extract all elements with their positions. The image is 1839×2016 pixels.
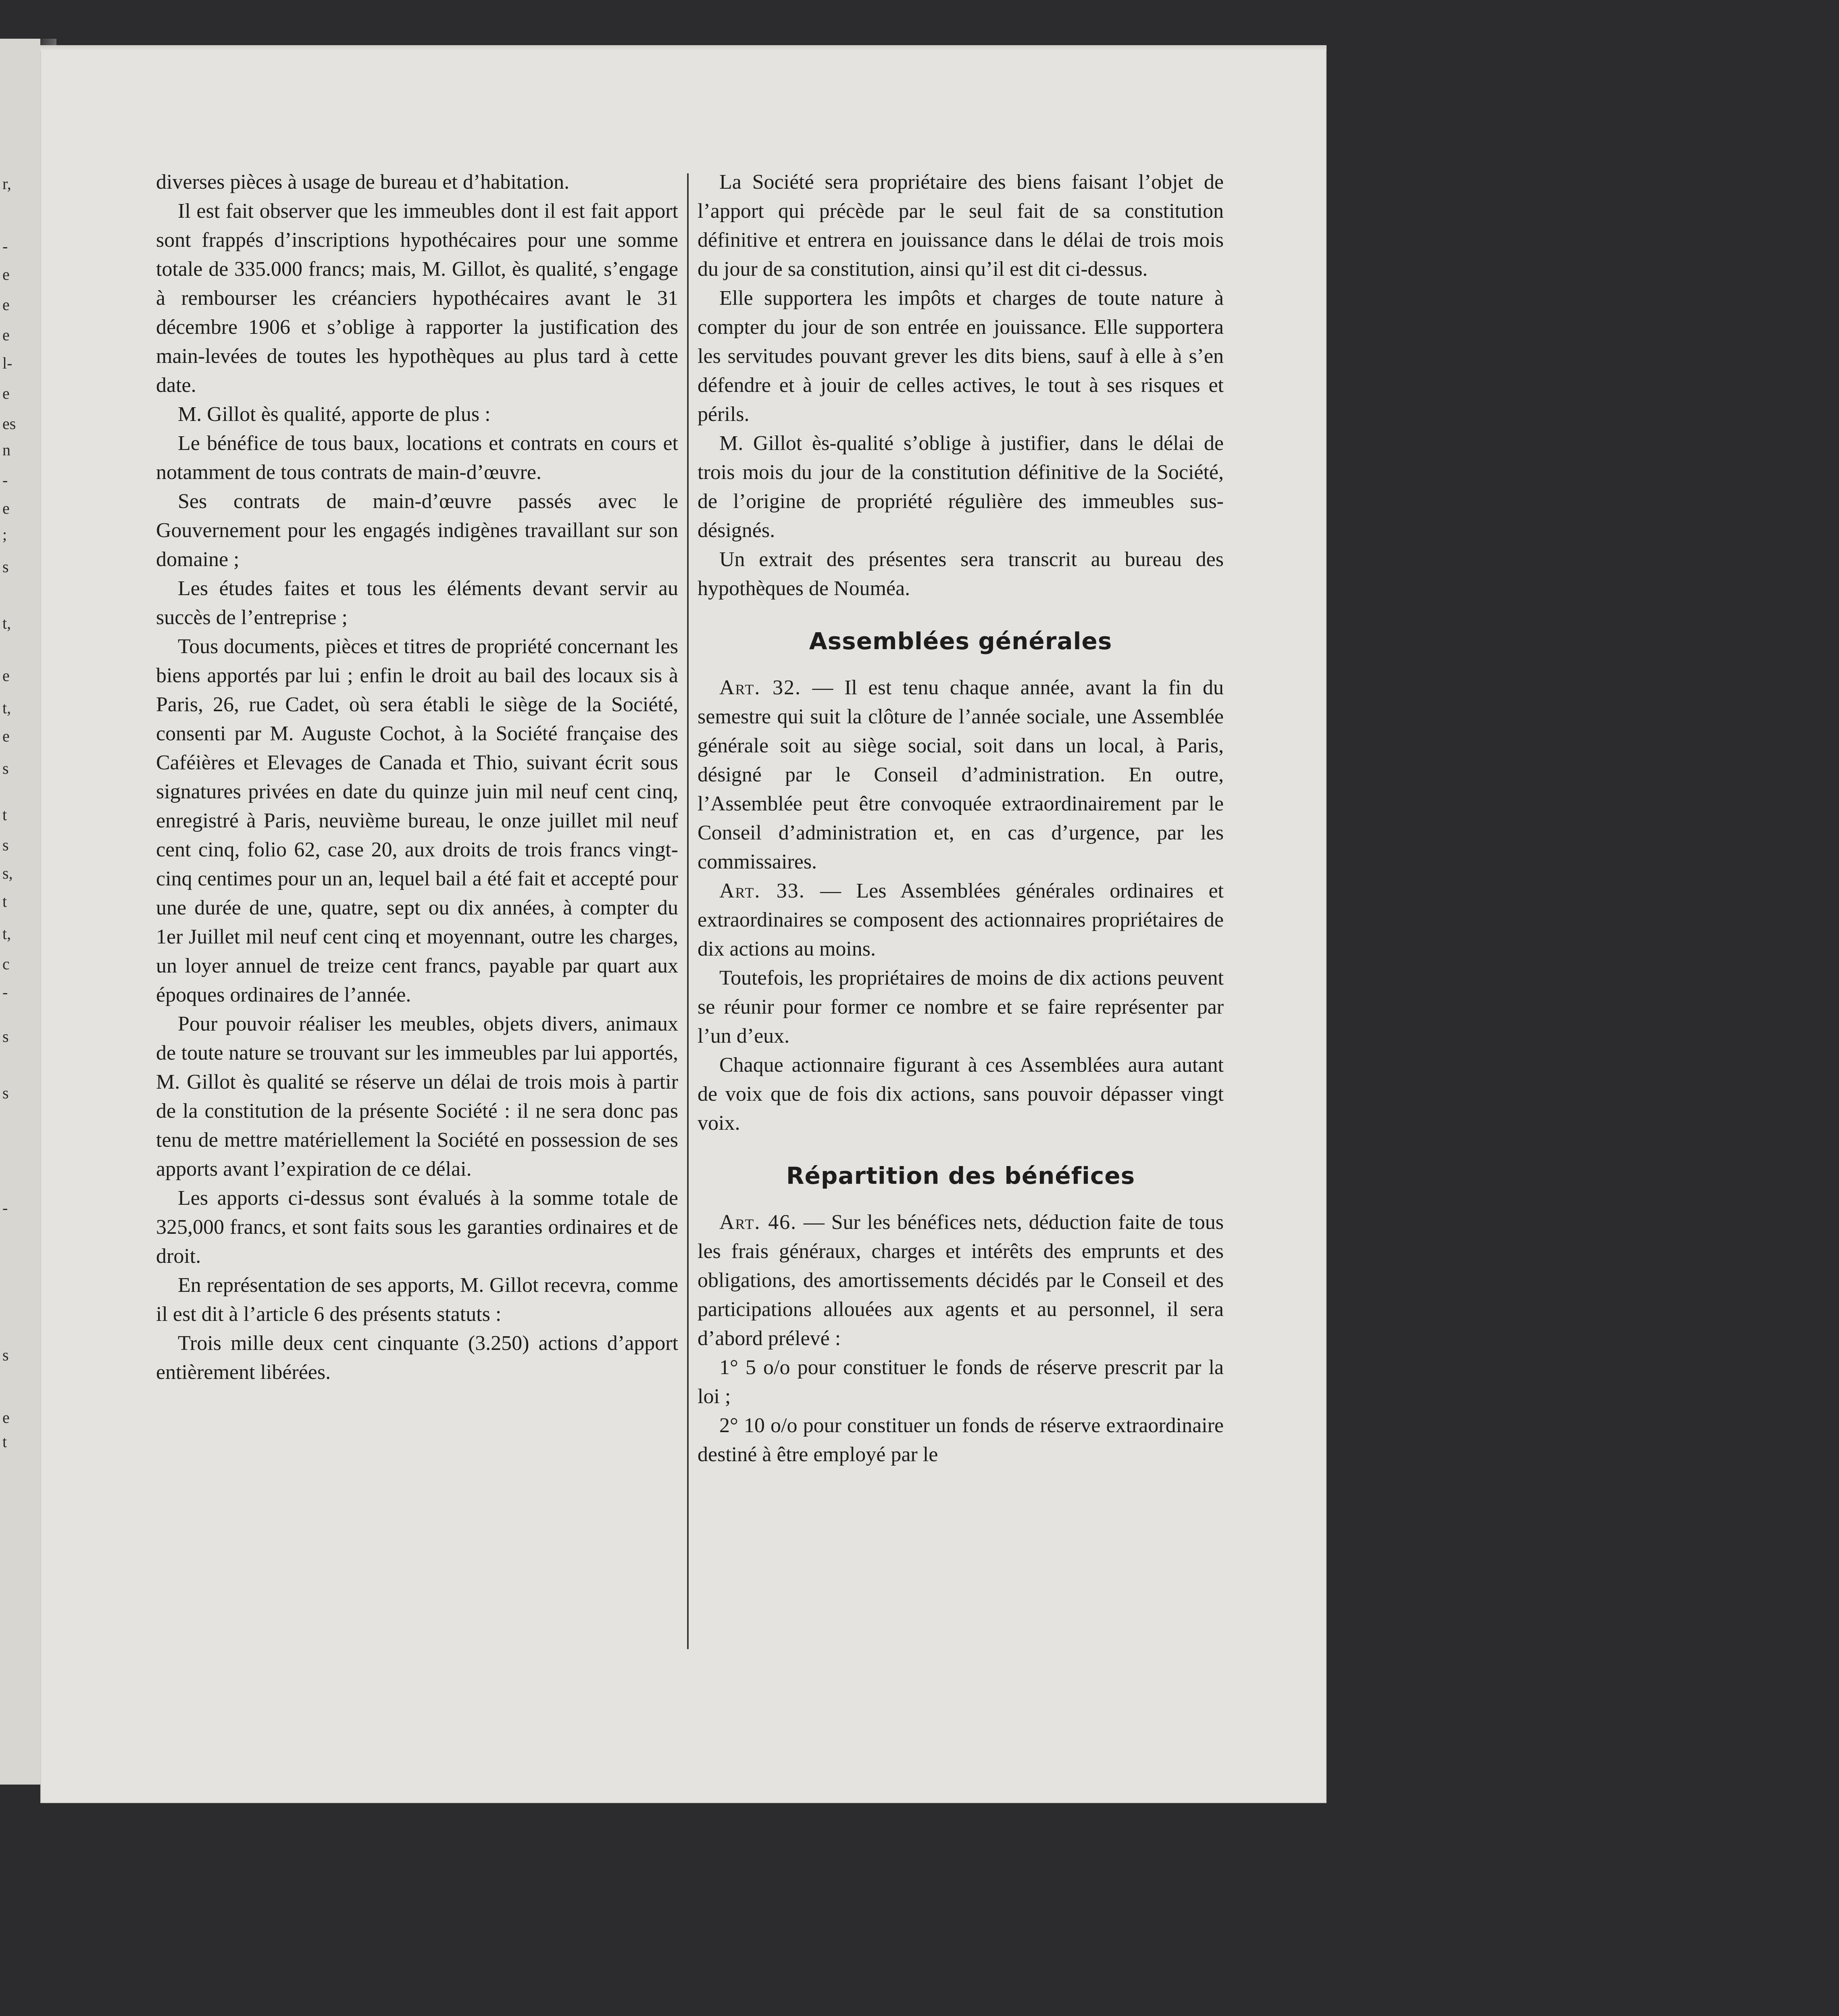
margin-fragment: t, <box>2 614 11 632</box>
paragraph-text: Toutefois, les propriétaires de moins de dix actions peuvent se réunir pour former ce nombre et se faire représenter par l’un d’eux. <box>698 966 1224 1048</box>
margin-fragment: s <box>2 1084 9 1102</box>
margin-fragment: s <box>2 1027 9 1045</box>
paragraph-text: En représentation de ses apports, M. Gillot recevra, comme il est dit à l’article 6 des présents statuts : <box>156 1274 678 1326</box>
margin-fragment: t, <box>2 925 11 943</box>
column-divider <box>687 173 689 1649</box>
paragraph <box>698 429 1224 545</box>
margin-fragment: s <box>2 759 9 777</box>
document-page <box>40 45 1327 1803</box>
margin-fragment: s <box>2 1346 9 1364</box>
margin-fragment: t <box>2 806 7 824</box>
paragraph <box>698 545 1224 603</box>
paragraph-text: Pour pouvoir réaliser les meubles, objets divers, animaux de toute nature se trouvant sur les immeubles par lui apportés, M. Gillot ès qualité se réserve un délai de trois mois à partir de la constitution de la présente Société : il ne sera donc pas tenu de mettre matériellement la Société en possession de ses apports avant l’expiration de ce délai. <box>156 1012 678 1181</box>
paragraph-text: Ses contrats de main-d’œuvre passés avec le Gouvernement pour les engagés indigènes travaillant sur son domaine ; <box>156 490 678 571</box>
paragraph <box>156 197 678 400</box>
margin-fragment: t <box>2 892 7 910</box>
paragraph-text: 1° 5 o/o pour constituer le fonds de réserve prescrit par la loi ; <box>698 1356 1224 1408</box>
margin-fragment: - <box>2 983 8 1001</box>
paragraph-text: Tous documents, pièces et titres de propriété concernant les biens apportés par lui ; enfin le droit au bail des locaux sis à Paris, 26, rue Cadet, où sera établi le siège de la Société, consenti par M. Auguste Cochot, à la Société française des Caféières et Elevages de Canada et Thio, suivant écrit sous signatures privées en date du quinze juin mil neuf cent cinq, enregistré à Paris, neuvième bureau, le onze juillet mil neuf cent cinq, folio 62, case 20, aux droits de trois francs vingt-cinq centimes pour un an, lequel bail a été fait et accepté pour une durée de une, quatre, sept ou dix années, à compter du 1er Juillet mil neuf cent cinq et moyennant, outre les charges, un loyer annuel de treize cent francs, payable par quart aux époques ordinaires de l’année. <box>156 635 678 1006</box>
paragraph-text: — Il est tenu chaque année, avant la fin du semestre qui suit la clôture de l’année sociale, une Assemblée générale soit au siège social, soit dans un local, à Paris, désigné par le Conseil d’administration. En outre, l’Assemblée peut être convoquée extraordinairement par le Conseil d’administration et, en cas d’urgence, par les commissaires. <box>698 676 1224 873</box>
margin-fragment: - <box>2 237 8 255</box>
margin-fragment: s <box>2 836 9 854</box>
paragraph-text: Un extrait des présentes sera transcrit au bureau des hypothèques de Nouméa. <box>698 548 1224 600</box>
margin-fragment: e <box>2 326 10 344</box>
article-number: Art. 46. <box>719 1211 797 1234</box>
section-heading: Répartition des bénéfices <box>786 1162 1135 1189</box>
section-heading: Assemblées générales <box>809 627 1112 655</box>
margin-fragment: c <box>2 955 10 973</box>
paragraph <box>156 574 678 632</box>
previous-page-edge <box>0 39 43 1785</box>
article-number: Art. 32. <box>719 676 801 699</box>
paragraph <box>698 964 1224 1051</box>
paragraph <box>156 1329 678 1387</box>
paragraph-text: Les études faites et tous les éléments devant servir au succès de l’entreprise ; <box>156 577 678 629</box>
margin-fragment: e <box>2 727 10 745</box>
margin-fragment: e <box>2 296 10 314</box>
article-paragraph <box>698 1208 1224 1353</box>
paragraph-text: Il est fait observer que les immeubles dont il est fait apport sont frappés d’inscriptions hypothécaires pour une somme totale de 335.000 francs; mais, M. Gillot, ès qualité, s’engage à rembourser les créanciers hypothécaires avant le 31 décembre 1906 et s’oblige à rapporter la justification des main-levées de toutes les hypothèques au plus tard à cette date. <box>156 200 678 397</box>
paragraph-text: Chaque actionnaire figurant à ces Assemblées aura autant de voix que de fois dix actions, sans pouvoir dépasser vingt voix. <box>698 1054 1224 1135</box>
paragraph-text: Le bénéfice de tous baux, locations et contrats en cours et notamment de tous contrats de main-d’œuvre. <box>156 432 678 484</box>
paragraph-text: diverses pièces à usage de bureau et d’habitation. <box>156 171 570 194</box>
paragraph <box>698 284 1224 429</box>
paragraph <box>156 1010 678 1184</box>
paragraph-text: Les apports ci-dessus sont évalués à la somme totale de 325,000 francs, et sont faits sous les garanties ordinaires et de droit. <box>156 1187 678 1268</box>
margin-fragment: e <box>2 1408 10 1427</box>
margin-fragment: s, <box>2 864 13 882</box>
margin-fragment: e <box>2 265 10 283</box>
article-paragraph <box>698 673 1224 877</box>
left-column <box>156 168 678 1387</box>
margin-fragment: e <box>2 499 10 517</box>
paragraph <box>698 168 1224 284</box>
paragraph <box>156 1271 678 1329</box>
paragraph <box>156 429 678 487</box>
paragraph-text: Trois mille deux cent cinquante (3.250) actions d’apport entièrement libérées. <box>156 1332 678 1384</box>
margin-fragment: es <box>2 414 16 433</box>
paragraph <box>156 632 678 1010</box>
margin-fragment: s <box>2 558 9 576</box>
margin-fragment: t, <box>2 699 11 717</box>
margin-fragment: e <box>2 666 10 685</box>
article-number: Art. 33. <box>719 879 805 902</box>
right-column <box>698 168 1224 1469</box>
margin-fragment: l- <box>2 354 12 372</box>
paragraph-text: La Société sera propriétaire des biens faisant l’objet de l’apport qui précède par le seul fait de sa constitution définitive et entrera en jouissance dans le délai de trois mois du jour de sa constitution, ainsi qu’il est dit ci-dessus. <box>698 171 1224 281</box>
paragraph <box>698 1353 1224 1411</box>
paragraph-text: M. Gillot ès qualité, apporte de plus : <box>178 403 491 426</box>
margin-fragment: e <box>2 384 10 402</box>
paragraph-text: — Sur les bénéfices nets, déduction faite de tous les frais généraux, charges et intérêts des emprunts et des obligations, des amortissements décidés par le Conseil et des participations allouées aux agents et au personnel, il sera d’abord prélevé : <box>698 1211 1224 1350</box>
paragraph <box>156 400 678 429</box>
paragraph <box>698 1411 1224 1469</box>
page-top-edge <box>40 45 1327 51</box>
margin-fragment: r, <box>2 175 11 193</box>
paragraph-text: 2° 10 o/o pour constituer un fonds de réserve extraordinaire destiné à être employé par le <box>698 1414 1224 1466</box>
paragraph-text: Elle supportera les impôts et charges de toute nature à compter du jour de son entrée en jouissance. Elle supportera les servitudes pouvant grever les dits biens, sauf à elle à s’en défendre et à jouir de celles actives, le tout à ses risques et périls. <box>698 287 1224 426</box>
margin-fragment: - <box>2 1199 8 1217</box>
margin-fragment: n <box>2 441 10 459</box>
margin-fragment: t <box>2 1433 7 1451</box>
paragraph <box>156 1184 678 1271</box>
margin-fragment: ; <box>2 525 7 544</box>
paragraph <box>156 487 678 574</box>
paragraph <box>156 168 678 197</box>
paragraph-text: M. Gillot ès-qualité s’oblige à justifier, dans le délai de trois mois du jour de la constitution définitive de la Société, de l’origine de propriété régulière des immeubles sus-désignés. <box>698 432 1224 542</box>
paragraph <box>698 1051 1224 1138</box>
margin-fragment: - <box>2 471 8 489</box>
article-paragraph <box>698 877 1224 964</box>
paragraph-text: — Les Assemblées générales ordinaires et extraordinaires se composent des actionnaires propriétaires de dix actions au moins. <box>698 879 1224 960</box>
